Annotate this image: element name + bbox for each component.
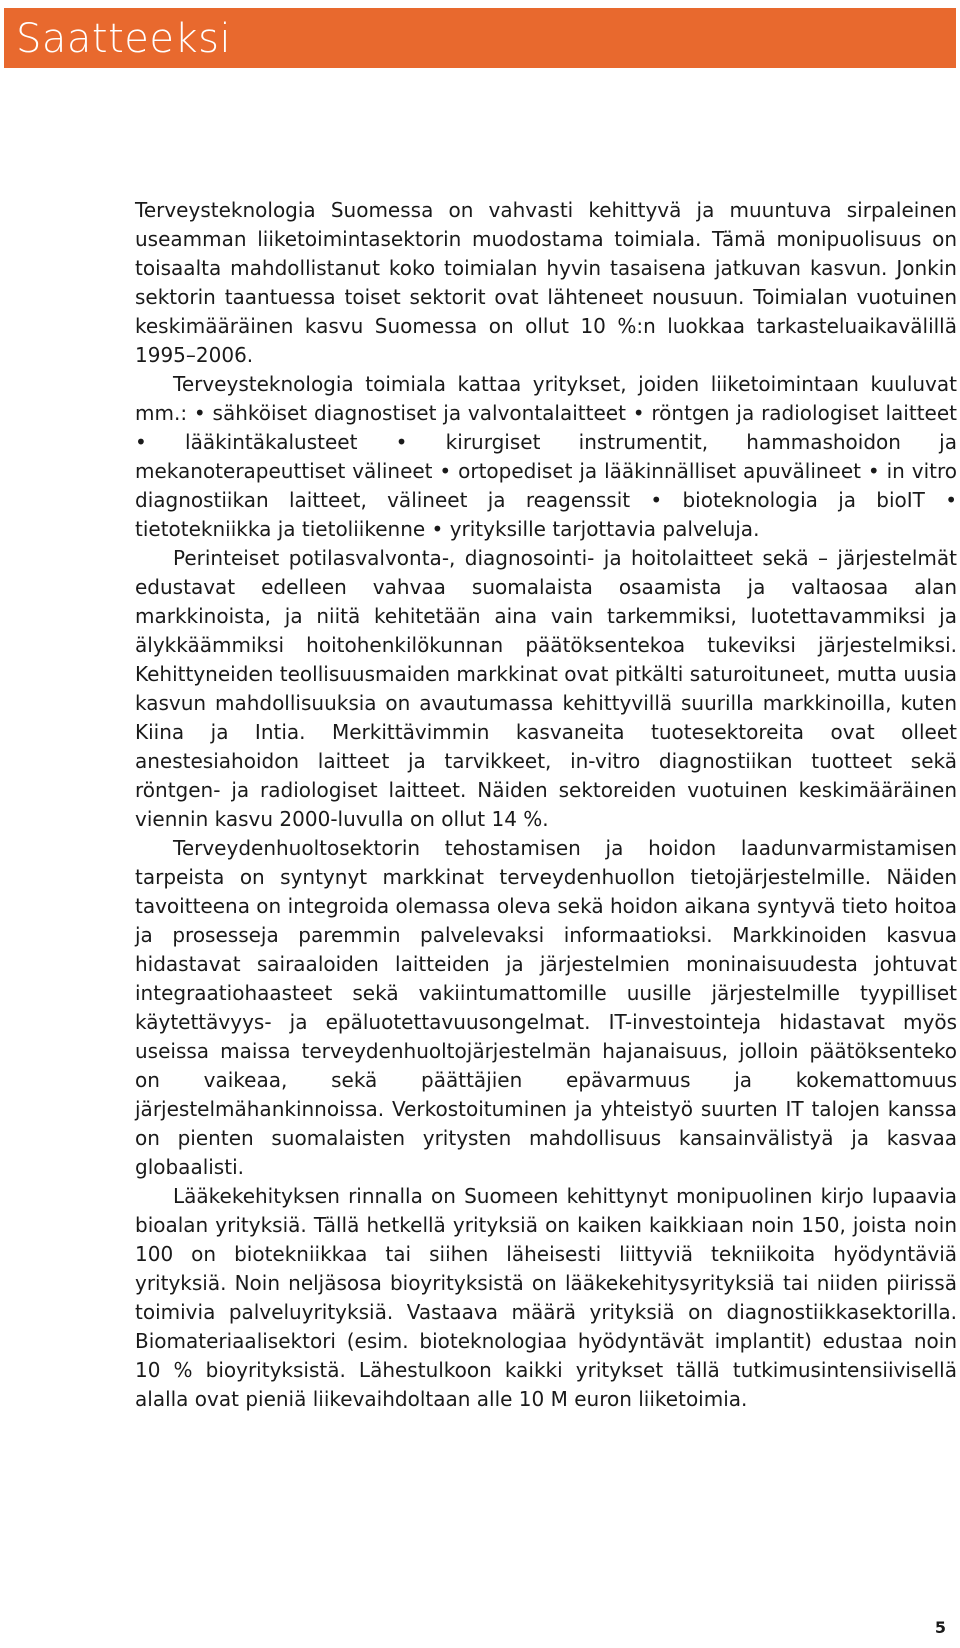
paragraph-sectors: Terveysteknologia toimiala kattaa yritykset, joiden liiketoimintaan kuuluvat mm.: • sähköiset diagnostiset ja valvontalaitteet • röntgen ja radiologiset laitteet • lääkintäkalusteet • kirurgiset instrumentit, hammashoidon ja mekanoterapeuttiset välineet • ortopediset ja lääkinnälliset apuvälineet • in vitro diagnostiikan laitteet, välineet ja reagenssit • bioteknologia ja bioIT • tietotekniikka ja tietoliikenne • yrityksille tarjottavia palveluja. — [135, 372, 957, 541]
section-header-bar — [4, 8, 956, 68]
section-title: Saatteeksi — [16, 16, 232, 62]
paragraph-intro: Terveysteknologia Suomessa on vahvasti kehittyvä ja muuntuva sirpaleinen useamman liiketoimintasektorin muodostama toimiala. Tämä monipuolisuus on toisaalta mahdollistanut koko toimialan hyvin tasaisena jatkuvan kasvun. Jonkin sektorin taantuessa toiset sektorit ovat lähteneet nousuun. Toimialan vuotuinen keskimääräinen kasvu Suomessa on ollut 10 %:n luokkaa tarkasteluaikavälillä 1995–2006. — [135, 198, 957, 367]
paragraph-health-it: Terveydenhuoltosektorin tehostamisen ja hoidon laadunvarmistamisen tarpeista on syntynyt markkinat terveydenhuollon tietojärjestelmille. Näiden tavoitteena on integroida olemassa oleva sekä hoidon aikana syntyvä tieto hoitoa ja prosesseja paremmin palvelevaksi informaatioksi. Markkinoiden kasvua hidastavat sairaaloiden laitteiden ja järjestelmien moninaisuudesta johtuvat integraatiohaasteet sekä vakiintumattomille uusille järjestelmille tyypilliset käytettävyys- ja epäluotettavuusongelmat. IT-investointeja hidastavat myös useissa maissa terveydenhuoltojärjestelmän hajanaisuus, jolloin päätöksenteko on vaikeaa, sekä päättäjien epävarmuus ja kokemattomuus järjestelmähankinnoissa. Verkostoituminen ja yhteistyö suurten IT talojen kanssa on pienten suomalaisten yritysten mahdollisuus kansainvälistyä ja kasvaa globaalisti. — [135, 836, 957, 1179]
paragraph-biotech: Lääkekehityksen rinnalla on Suomeen kehittynyt monipuolinen kirjo lupaavia bioalan yrityksiä. Tällä hetkellä yrityksiä on kaiken kaikkiaan noin 150, joista noin 100 on biotekniikkaa tai siihen läheisesti liittyviä tekniikoita hyödyntäviä yrityksiä. Noin neljäsosa bioyrityksistä on lääkekehitysyrityksiä tai niiden piirissä toimivia palveluyrityksiä. Vastaava määrä yrityksiä on diagnostiikkasektorilla. Biomateriaalisektori (esim. bioteknologiaa hyödyntävät implantit) edustaa noin 10 % bioyrityksistä. Lähestulkoon kaikki yritykset tällä tutkimusintensiivisellä alalla ovat pieniä liikevaihdoltaan alle 10 M euron liiketoimia. — [135, 1184, 957, 1411]
page-number: 5 — [934, 1618, 946, 1637]
paragraph-traditional-devices: Perinteiset potilasvalvonta-, diagnosointi- ja hoitolaitteet sekä – järjestelmät edustavat edelleen vahvaa suomalaista osaamista ja valtaosaa alan markkinoista, ja niitä kehitetään aina vain tarkemmiksi, luotettavammiksi ja älykkäämmiksi hoitohenkilökunnan päätöksentekoa tukeviksi järjestelmiksi. Kehittyneiden teollisuusmaiden markkinat ovat pitkälti saturoituneet, mutta uusia kasvun mahdollisuuksia on avautumassa kehittyvillä suurilla markkinoilla, kuten Kiina ja Intia. Merkittävimmin kasvaneita tuotesektoreita ovat olleet anestesiahoidon laitteet ja tarvikkeet, in-vitro diagnostiikan tuotteet sekä röntgen- ja radiologiset laitteet. Näiden sektoreiden vuotuinen keskimääräinen viennin kasvu 2000-luvulla on ollut 14 %. — [135, 546, 957, 831]
body-text — [135, 196, 957, 1414]
